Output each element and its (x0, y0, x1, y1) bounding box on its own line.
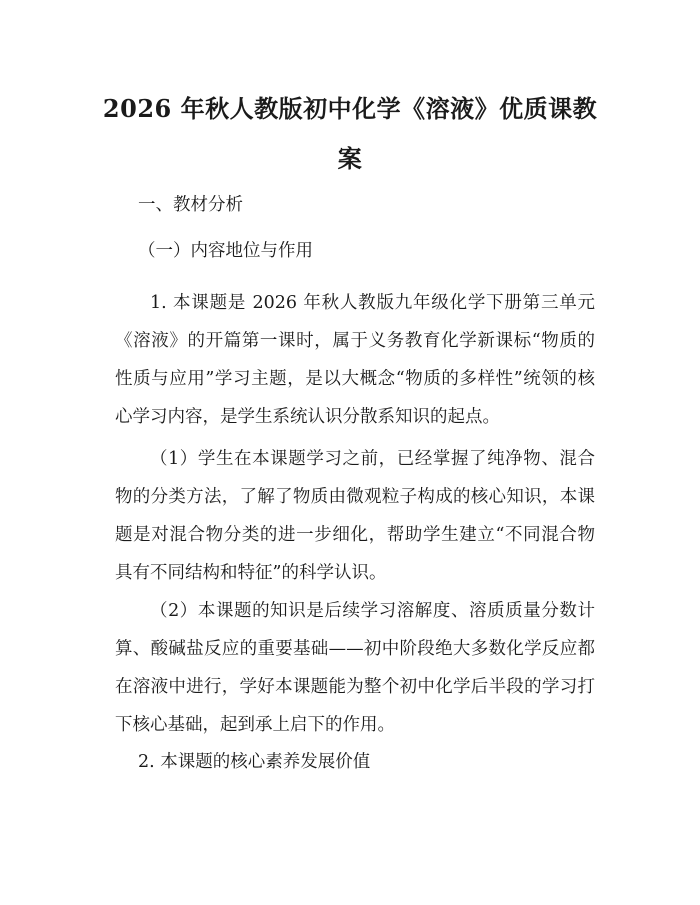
paragraph-3: （2）本课题的知识是后续学习溶解度、溶质质量分数计算、酸碱盐反应的重要基础——初中阶段绝大多数化学反应都在溶液中进行，学好本课题能为整个初中化学后半段的学习打下核心基础，起到承上启下的作用。 (115, 601, 595, 735)
document-title: 2026 年秋人教版初中化学《溶液》优质课教案 (102, 94, 598, 173)
paragraph-1: 1. 本课题是 2026 年秋人教版九年级化学下册第三单元《溶液》的开篇第一课时，属于义务教育化学新课标“物质的性质与应用”学习主题，是以大概念“物质的多样性”统领的核心学习内容，是学生系统认识分散系知识的起点。 (115, 293, 595, 427)
section-heading-2: 2. 本课题的核心素养发展价值 (138, 752, 371, 772)
subsection-heading: （一）内容地位与作用 (138, 241, 313, 261)
paragraph-2: （1）学生在本课题学习之前，已经掌握了纯净物、混合物的分类方法，了解了物质由微观粒子构成的核心知识，本课题是对混合物分类的进一步细化，帮助学生建立“不同混合物具有不同结构和特征”的科学认识。 (115, 449, 595, 583)
section-heading: 一、教材分析 (138, 195, 243, 215)
